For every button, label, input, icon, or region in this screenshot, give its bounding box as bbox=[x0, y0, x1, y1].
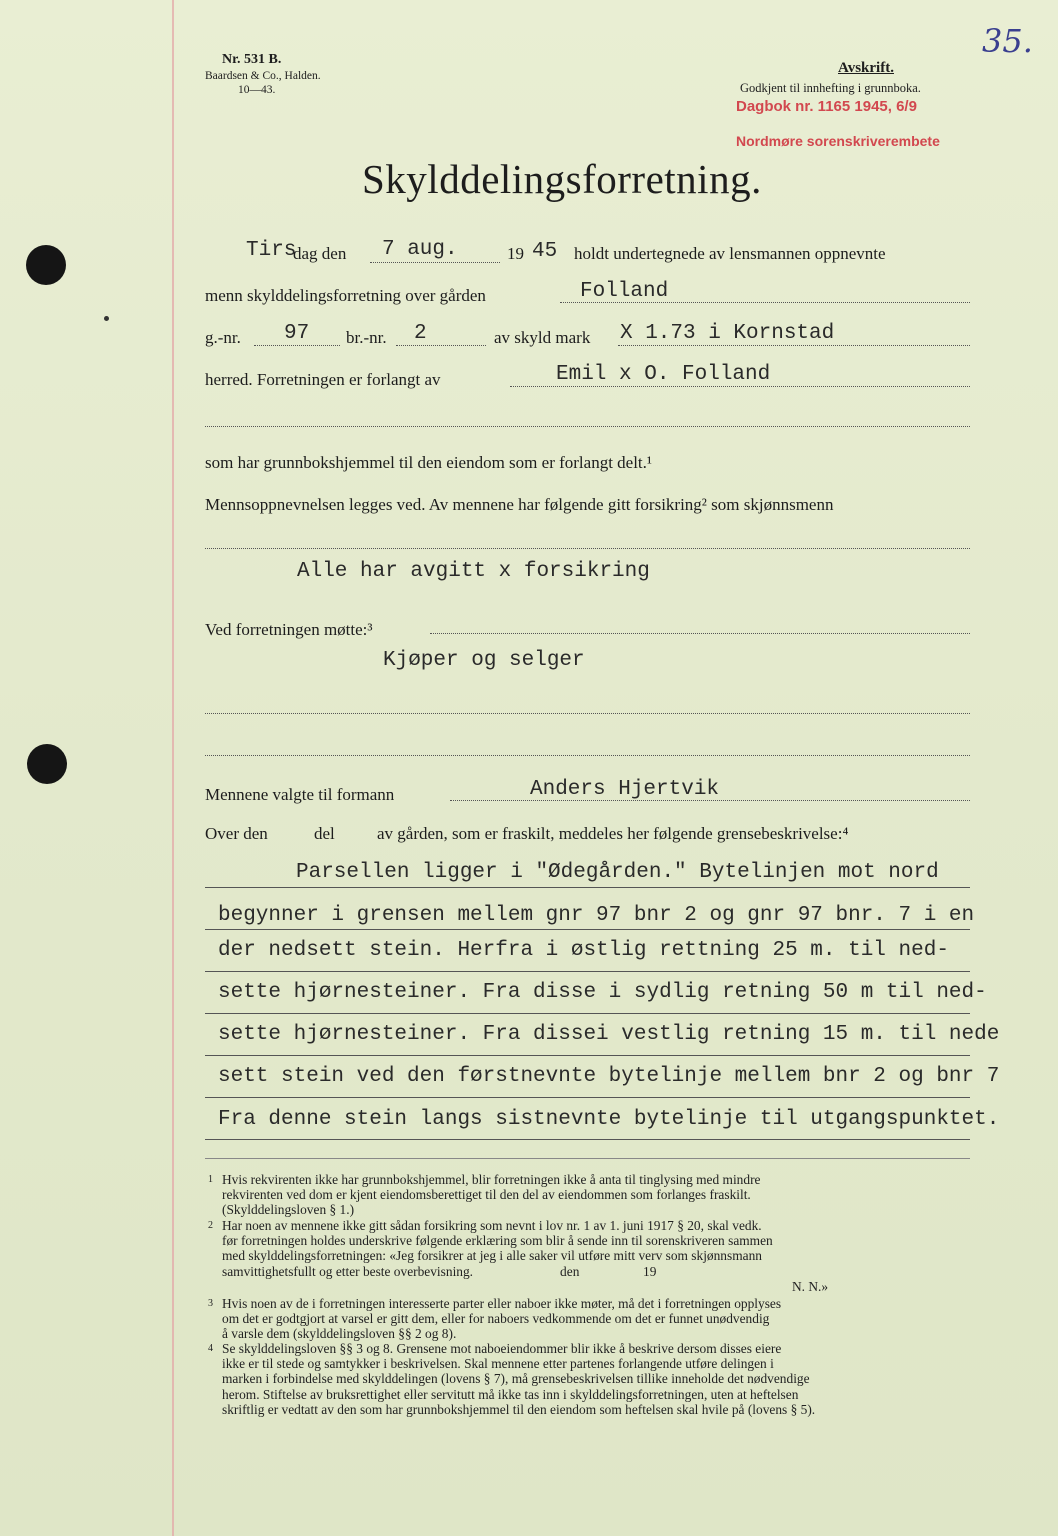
avskrift-label: Avskrift. bbox=[838, 60, 894, 76]
printer-name: Baardsen & Co., Halden. bbox=[205, 70, 321, 82]
line4-text: herred. Forretningen er forlangt av bbox=[205, 370, 441, 389]
blank-line-2 bbox=[205, 548, 970, 549]
bnr-label: br.-nr. bbox=[346, 328, 387, 347]
footnote-line: å varsle dem (skylddelingsloven §§ 2 og 8). bbox=[222, 1326, 457, 1342]
footnote-separator bbox=[205, 1158, 970, 1159]
godkjent-label: Godkjent til innhefting i grunnboka. bbox=[740, 81, 921, 95]
office-stamp: Nordmøre sorenskriverembete bbox=[736, 133, 940, 149]
line2-text: menn skylddelingsforretning over gården bbox=[205, 286, 486, 305]
footnote-line: ikke er til stede og samtykker i beskrivelsen. Skal mennene etter partenes forlangende utføre delingen i bbox=[222, 1356, 774, 1372]
footnote-line: herom. Stiftelse av bruksrettighet eller servitutt må ikke tas inn i skylddelingsforretningen, uten at heftelsen bbox=[222, 1386, 799, 1402]
blank-line-1 bbox=[205, 426, 970, 427]
footnote-line: samvittighetsfullt og etter beste overbevisning. den 19 bbox=[222, 1263, 657, 1279]
blank-line-4 bbox=[205, 755, 970, 756]
del-label: del bbox=[314, 824, 335, 843]
footnote-number: 3 bbox=[208, 1298, 213, 1309]
mote-typed: Kjøper og selger bbox=[383, 649, 585, 672]
over-den-label: Over den bbox=[205, 824, 268, 843]
farm-name: Folland bbox=[580, 280, 669, 303]
footnote-line: Hvis rekvirenten ikke har grunnbokshjemmel, blir forretningen ikke å anta til tinglysing med mindre bbox=[222, 1172, 761, 1187]
forsikring-typed: Alle har avgitt x forsikring bbox=[297, 560, 650, 583]
skyld-label: av skyld mark bbox=[494, 328, 591, 347]
description-underline-6 bbox=[205, 1097, 970, 1098]
footnote-1 bbox=[208, 1172, 761, 1218]
footnote-line: før forretningen holdes underskrive følgende erklæring som blir å sende inn til sorenskriveren sammen bbox=[222, 1233, 773, 1249]
description-line-4: sette hjørnesteiner. Fra disse i sydlig retning 50 m til ned- bbox=[218, 981, 987, 1004]
bnr-value: 2 bbox=[414, 322, 427, 345]
footnote-number: 1 bbox=[208, 1174, 213, 1185]
footnote-4 bbox=[208, 1341, 816, 1417]
footnote-line: skriftlig er vedtatt av den som har grunnbokshjemmel til den eiendom som heftelsen skal hvile på (lovens § 5). bbox=[222, 1401, 816, 1417]
description-underline-1 bbox=[205, 887, 970, 888]
gnr-value: 97 bbox=[284, 322, 310, 345]
footnote-number: 2 bbox=[208, 1220, 213, 1231]
year-suffix: 45 bbox=[532, 240, 558, 263]
mote-label: Ved forretningen møtte:³ bbox=[205, 620, 373, 639]
punch-hole-top bbox=[26, 245, 66, 285]
date-value: 7 aug. bbox=[382, 238, 458, 261]
dagbok-stamp: Dagbok nr. 1165 1945, 6/9 bbox=[736, 98, 917, 115]
skyld-dots bbox=[618, 345, 970, 346]
punch-hole-bottom bbox=[27, 744, 67, 784]
year-prefix: 19 bbox=[507, 244, 524, 263]
grensebeskrivelse-label: av gården, som er fraskilt, meddeles her følgende grensebeskrivelse:⁴ bbox=[377, 824, 849, 843]
footnote-line: marken i forbindelse med skylddelingen (lovens § 7), må grensebeskrivelsen tillike inneholde det nødvendige bbox=[222, 1371, 810, 1387]
description-line-6: sett stein ved den førstnevnte bytelinje mellem bnr 2 og bnr 7 bbox=[218, 1065, 1000, 1088]
mote-dots bbox=[430, 633, 970, 634]
line1-text-a: dag den bbox=[293, 244, 347, 263]
footnote-line: Se skylddelingsloven §§ 3 og 8. Grensene mot naboeiendommer blir ikke å beskrive dersom disses eiere bbox=[222, 1341, 782, 1356]
date-dots bbox=[370, 262, 500, 263]
footnote-2 bbox=[208, 1218, 829, 1294]
footnote-line: Hvis noen av de i forretningen interesserte parter eller naboer ikke møter, må det i forretningen opplyses bbox=[222, 1296, 782, 1311]
description-underline-7 bbox=[205, 1139, 970, 1140]
formann-name: Anders Hjertvik bbox=[530, 778, 720, 801]
description-line-7: Fra denne stein langs sistnevnte bytelinje til utgangspunktet. bbox=[218, 1108, 1000, 1131]
skyld-value: X 1.73 i Kornstad bbox=[620, 322, 835, 345]
footnote-line: med skylddelingsforretningen: «Jeg forsikrer at jeg i alle saker vil utføre mitt verv som skjønnsmann bbox=[222, 1248, 762, 1264]
document-title: Skylddelingsforretning. bbox=[362, 156, 762, 202]
description-line-3: der nedsett stein. Herfra i østlig rettning 25 m. til ned- bbox=[218, 939, 949, 962]
requester-name: Emil x O. Folland bbox=[556, 363, 771, 386]
blank-line-3 bbox=[205, 713, 970, 714]
description-underline-5 bbox=[205, 1055, 970, 1056]
footnote-number: 4 bbox=[208, 1343, 213, 1354]
page-number: 35. bbox=[982, 22, 1033, 60]
gnr-dots bbox=[254, 345, 340, 346]
footnote-line: Har noen av mennene ikke gitt sådan forsikring som nevnt i lov nr. 1 av 1. juni 1917 § 20, skal vedk. bbox=[222, 1218, 762, 1233]
formann-label: Mennene valgte til formann bbox=[205, 785, 395, 804]
description-underline-2 bbox=[205, 929, 970, 930]
bnr-dots bbox=[396, 345, 486, 346]
footnote-line: (Skylddelingsloven § 1.) bbox=[222, 1202, 355, 1218]
footnote-3 bbox=[208, 1296, 782, 1342]
description-line-1: Parsellen ligger i "Ødegården." Bytelinjen mot nord bbox=[296, 861, 939, 884]
footnote-signature: N. N.» bbox=[792, 1278, 829, 1294]
description-line-2: begynner i grensen mellem gnr 97 bnr 2 og gnr 97 bnr. 7 i en bbox=[218, 904, 975, 927]
print-date: 10—43. bbox=[238, 84, 276, 96]
description-underline-3 bbox=[205, 971, 970, 972]
line1-text-b: holdt undertegnede av lensmannen oppnevnte bbox=[574, 244, 886, 263]
description-line-5: sette hjørnesteiner. Fra dissei vestlig retning 15 m. til nede bbox=[218, 1023, 1000, 1046]
form-number: Nr. 531 B. bbox=[222, 52, 282, 67]
speck bbox=[104, 316, 109, 321]
weekday-prefix: Tirs bbox=[246, 239, 297, 262]
footnote-line: om det er godtgjort at varsel er gitt dem, eller for naboers vedkommende om det er funnet unødvendig bbox=[222, 1311, 770, 1327]
gnr-label: g.-nr. bbox=[205, 328, 241, 347]
description-underline-4 bbox=[205, 1013, 970, 1014]
footnote-line: rekvirenten ved dom er kjent eiendomsberettiget til den del av eiendommen som forlanges fraskilt. bbox=[222, 1187, 751, 1203]
mennsoppnevnelse-text: Mennsoppnevnelsen legges ved. Av mennene har følgende gitt forsikring² som skjønnsmenn bbox=[205, 495, 834, 514]
grunnbok-text: som har grunnbokshjemmel til den eiendom som er forlangt delt.¹ bbox=[205, 453, 653, 472]
margin-line bbox=[172, 0, 174, 1536]
requester-dots bbox=[510, 386, 970, 387]
